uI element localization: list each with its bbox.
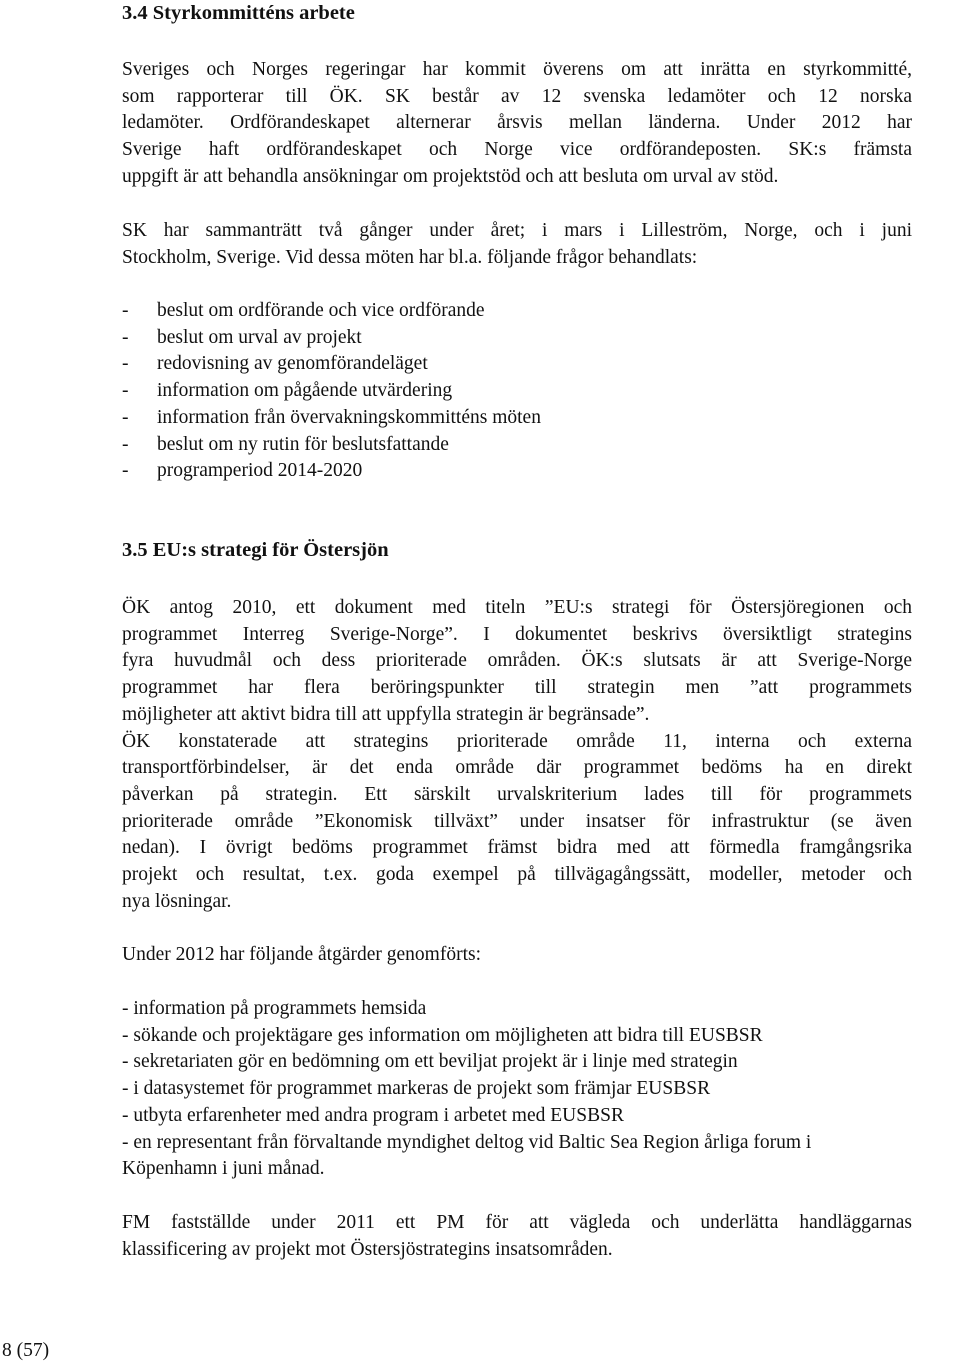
list-dash: - (122, 300, 129, 321)
list-item: - sekretariaten gör en bedömning om ett beviljat projekt är i linje med strategin (122, 1051, 738, 1073)
section-heading-3-5: 3.5 EU:s strategi för Östersjön (122, 539, 389, 561)
list-item (122, 432, 541, 459)
text-line: uppgift är att behandla ansökningar om projektstöd och att besluta om urval av stöd. (122, 165, 779, 187)
list-item: Köpenhamn i juni månad. (122, 1158, 325, 1180)
text-line: klassificering av projekt mot Östersjöstrategins insatsområden. (122, 1238, 613, 1260)
list-item: - sökande och projektägare ges information om möjligheten att bidra till EUSBSR (122, 1024, 763, 1046)
text-line: projekt och resultat, t.ex. goda exempel på tillvägagångssätt, modeller, metoder och (122, 864, 912, 886)
list-item: - i datasystemet för programmet markeras de projekt som främjar EUSBSR (122, 1078, 711, 1100)
text-line: möjligheter att aktivt bidra till att uppfylla strategin är begränsade”. (122, 703, 650, 725)
text-line: nya lösningar. (122, 890, 232, 912)
list-item (122, 405, 541, 432)
text-line: ÖK konstaterade att strategins prioriterade område 11, interna och externa (122, 730, 912, 752)
list-item (122, 351, 541, 378)
paragraph-baltic-strategy (122, 595, 912, 915)
text-line: som rapporterar till ÖK. SK består av 12 svenska ledamöter och 12 norska (122, 85, 912, 107)
paragraph-steering-committee (122, 57, 912, 191)
page-number: 8 (57) (2, 1340, 50, 1361)
list-dash: - (122, 460, 129, 482)
text-line: programmet har flera beröringspunkter till strategin men ”att programmets (122, 677, 912, 699)
meeting-topics-list (122, 298, 541, 485)
text-line: Sverige haft ordförandeskapet och Norge vice ordförandeposten. SK:s främsta (122, 139, 912, 161)
paragraph-actions-intro: Under 2012 har följande åtgärder genomförts: (122, 944, 481, 965)
list-item (122, 325, 541, 352)
list-dash: - (122, 433, 129, 455)
paragraph-fm-decision (122, 1210, 912, 1263)
list-item-text: information om pågående utvärdering (157, 380, 453, 402)
list-item-text: beslut om ordförande och vice ordförande (157, 300, 485, 321)
list-dash: - (122, 326, 129, 348)
list-dash: - (122, 406, 129, 428)
section-heading-3-4: 3.4 Styrkommitténs arbete (122, 2, 355, 24)
list-item: - utbyta erfarenheter med andra program i arbetet med EUSBSR (122, 1104, 624, 1126)
text-line: SK har sammanträtt två gånger under året; i mars i Lilleström, Norge, och i juni (122, 220, 912, 241)
list-item-text: beslut om urval av projekt (157, 326, 362, 348)
list-dash: - (122, 380, 129, 402)
text-line: påverkan på strategin. Ett särskilt urvalskriterium lades till för programmets (122, 783, 912, 805)
text-line: Sveriges och Norges regeringar har kommit överens om att inrätta en styrkommitté, (122, 59, 912, 80)
list-item-text: programperiod 2014-2020 (157, 460, 363, 482)
list-item-text: redovisning av genomförandeläget (157, 353, 428, 375)
text-line: prioriterade område ”Ekonomisk tillväxt” under insatser för infrastruktur (se även (122, 810, 912, 832)
paragraph-meetings (122, 218, 912, 271)
text-line: fyra huvudmål och dess prioriterade områden. ÖK:s slutsats är att Sverige-Norge (122, 650, 912, 672)
list-dash: - (122, 353, 129, 375)
list-item: - en representant från förvaltande myndighet deltog vid Baltic Sea Region årliga forum i (122, 1131, 812, 1153)
list-item (122, 298, 541, 325)
text-line: nedan). I övrigt bedöms programmet främst bidra med att förmedla framgångsrika (122, 837, 912, 859)
text-line: programmet Interreg Sverige-Norge”. I dokumentet beskrivs översiktligt strategins (122, 623, 912, 645)
text-line: ÖK antog 2010, ett dokument med titeln ”EU:s strategi för Östersjöregionen och (122, 597, 912, 618)
list-item (122, 378, 541, 405)
actions-list (122, 996, 960, 1183)
text-line: ledamöter. Ordförandeskapet alternerar årsvis mellan länderna. Under 2012 har (122, 112, 912, 134)
text-line: FM fastställde under 2011 ett PM för att vägleda och underlätta handläggarnas (122, 1212, 912, 1233)
text-line: Stockholm, Sverige. Vid dessa möten har bl.a. följande frågor behandlats: (122, 246, 698, 268)
list-item: - information på programmets hemsida (122, 998, 427, 1019)
list-item (122, 458, 541, 485)
list-item-text: information från övervakningskommitténs möten (157, 406, 541, 428)
list-item-text: beslut om ny rutin för beslutsfattande (157, 433, 449, 455)
text-line: transportförbindelser, är det enda område där programmet bedöms ha en direkt (122, 757, 912, 779)
